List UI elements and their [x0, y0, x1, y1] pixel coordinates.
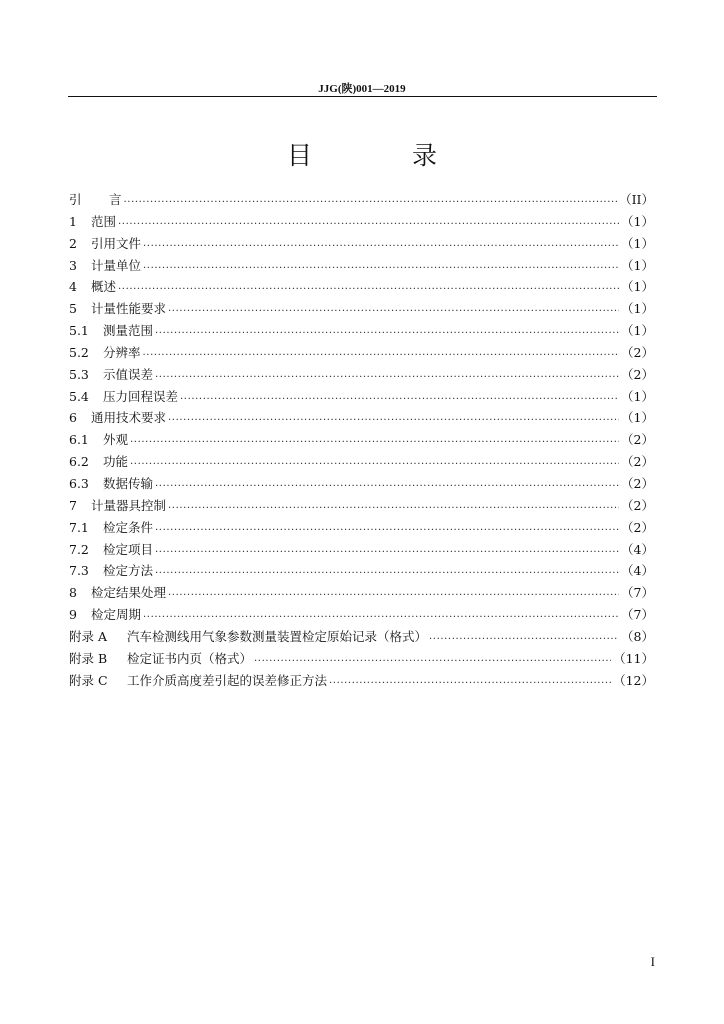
toc-entry[interactable] — [69, 211, 654, 233]
toc-entry-page: （4） — [621, 563, 654, 579]
toc-leader-dots — [143, 342, 620, 364]
toc-entry-label: 概述 — [91, 279, 117, 295]
toc-entry-page: （8） — [621, 628, 654, 644]
toc-entry-number: 5.2 — [69, 344, 89, 360]
toc-entry-label: 检定方法 — [103, 563, 154, 579]
toc-leader-dots — [168, 582, 619, 604]
toc-entry-page: （1） — [621, 388, 654, 404]
toc-entry-number: 附录 A — [69, 628, 108, 644]
toc-leader-dots — [155, 320, 619, 342]
toc-entry[interactable] — [69, 604, 654, 626]
toc-entry-label: 外观 — [103, 432, 129, 448]
toc-leader-dots — [143, 233, 619, 255]
toc-entry-number: 3 — [69, 257, 77, 273]
toc-entry-label: 计量单位 — [91, 257, 142, 273]
toc-entry-number: 7.3 — [69, 563, 89, 579]
toc-entry-number: 引 — [69, 192, 82, 207]
toc-entry-number: 5.3 — [69, 366, 89, 382]
toc-entry-label: 汽车检测线用气象参数测量装置检定原始记录（格式） — [127, 628, 428, 644]
toc-entry-label: 检定条件 — [103, 519, 154, 535]
toc-entry[interactable] — [69, 342, 654, 364]
toc-entry[interactable] — [69, 626, 654, 648]
toc-leader-dots — [329, 670, 611, 692]
toc-entry-number: 9 — [69, 607, 77, 623]
toc-leader-dots — [155, 473, 619, 495]
toc-leader-dots — [130, 451, 619, 473]
toc-entry-page: （2） — [621, 366, 654, 382]
toc-entry-number: 1 — [69, 213, 77, 229]
toc-entry[interactable] — [69, 648, 654, 670]
toc-entry-label: 功能 — [103, 454, 129, 470]
toc-entry[interactable] — [69, 298, 654, 320]
toc-entry-label: 检定结果处理 — [91, 585, 167, 601]
toc-entry-page: （2） — [621, 497, 654, 513]
toc-leader-dots — [143, 604, 619, 626]
toc-entry[interactable] — [69, 233, 654, 255]
toc-entry[interactable] — [69, 473, 654, 495]
toc-entry-label: 检定证书内页（格式） — [127, 650, 253, 666]
toc-entry-number: 2 — [69, 235, 77, 251]
toc-entry-page: （7） — [621, 585, 654, 601]
toc-entry-number: 附录 C — [69, 672, 108, 688]
toc-entry-label: 计量器具控制 — [91, 497, 167, 513]
toc-entry[interactable] — [69, 255, 654, 277]
toc-entry-label: 计量性能要求 — [91, 301, 167, 317]
toc-entry-page: （II） — [619, 192, 654, 207]
toc-entry-label: 言 — [109, 192, 122, 207]
toc-entry[interactable] — [69, 429, 654, 451]
toc-leader-dots — [155, 539, 619, 561]
toc-entry-label: 通用技术要求 — [91, 410, 167, 426]
toc-leader-dots — [168, 407, 619, 429]
toc-entry-page: （2） — [621, 454, 654, 470]
toc-entry-page: （2） — [621, 519, 654, 535]
toc-entry-number: 6.2 — [69, 454, 89, 470]
table-of-contents — [69, 189, 654, 691]
toc-leader-dots — [155, 364, 619, 386]
toc-entry[interactable] — [69, 451, 654, 473]
toc-entry-number: 附录 B — [69, 650, 108, 666]
toc-entry-number: 5.1 — [69, 323, 89, 339]
toc-entry[interactable] — [69, 539, 654, 561]
toc-entry[interactable] — [69, 517, 654, 539]
toc-entry[interactable] — [69, 364, 654, 386]
toc-entry-page: （7） — [621, 607, 654, 623]
toc-leader-dots — [124, 189, 618, 211]
toc-entry-page: （11） — [613, 650, 654, 666]
toc-entry-number: 7.2 — [69, 541, 89, 557]
toc-leader-dots — [429, 626, 619, 648]
toc-leader-dots — [180, 386, 619, 408]
toc-leader-dots — [168, 495, 619, 517]
toc-entry-page: （2） — [621, 475, 654, 491]
toc-entry-number: 7.1 — [69, 519, 89, 535]
toc-leader-dots — [118, 211, 619, 233]
toc-leader-dots — [254, 648, 611, 670]
toc-entry-page: （12） — [613, 672, 654, 688]
toc-entry-number: 5.4 — [69, 388, 89, 404]
page-number: I — [650, 954, 655, 969]
toc-entry-number: 4 — [69, 279, 77, 295]
toc-entry-label: 数据传输 — [103, 475, 154, 491]
toc-entry-label: 检定周期 — [91, 607, 142, 623]
toc-entry[interactable] — [69, 407, 654, 429]
toc-entry-page: （1） — [621, 301, 654, 317]
toc-entry-page: （2） — [621, 344, 654, 360]
header-rule — [68, 96, 657, 97]
toc-entry-label: 压力回程误差 — [103, 388, 179, 404]
toc-leader-dots — [130, 429, 619, 451]
toc-leader-dots — [155, 517, 619, 539]
toc-entry-label: 测量范围 — [103, 323, 154, 339]
toc-entry[interactable] — [69, 495, 654, 517]
toc-entry-number: 6.1 — [69, 432, 89, 448]
toc-entry-number: 6.3 — [69, 475, 89, 491]
toc-entry-page: （1） — [621, 257, 654, 273]
toc-entry-label: 示值误差 — [103, 366, 154, 382]
toc-entry-page: （2） — [621, 432, 654, 448]
toc-entry-number: 5 — [69, 301, 77, 317]
toc-entry[interactable] — [69, 276, 654, 298]
toc-entry[interactable] — [69, 560, 654, 582]
toc-entry-label: 工作介质高度差引起的误差修正方法 — [127, 672, 328, 688]
toc-entry[interactable] — [69, 189, 654, 211]
toc-entry[interactable] — [69, 320, 654, 342]
toc-entry-page: （1） — [621, 213, 654, 229]
toc-entry-number: 7 — [69, 497, 77, 513]
toc-entry-number: 6 — [69, 410, 77, 426]
toc-leader-dots — [168, 298, 619, 320]
toc-entry-number: 8 — [69, 585, 77, 601]
toc-entry-label: 检定项目 — [103, 541, 154, 557]
toc-entry-label: 范围 — [91, 213, 117, 229]
document-code-header: JJG(陕)001—2019 — [318, 83, 406, 95]
toc-entry-page: （1） — [621, 410, 654, 426]
toc-entry-page: （1） — [621, 235, 654, 251]
page-title: 目 录 — [287, 141, 483, 170]
toc-entry-page: （1） — [621, 323, 654, 339]
toc-leader-dots — [143, 255, 619, 277]
toc-leader-dots — [155, 560, 619, 582]
toc-entry-label: 引用文件 — [91, 235, 142, 251]
toc-entry-page: （4） — [621, 541, 654, 557]
toc-entry-page: （1） — [621, 279, 654, 295]
toc-entry[interactable] — [69, 582, 654, 604]
toc-leader-dots — [118, 276, 619, 298]
toc-entry-label: 分辨率 — [103, 344, 141, 360]
toc-entry[interactable] — [69, 670, 654, 692]
toc-entry[interactable] — [69, 386, 654, 408]
